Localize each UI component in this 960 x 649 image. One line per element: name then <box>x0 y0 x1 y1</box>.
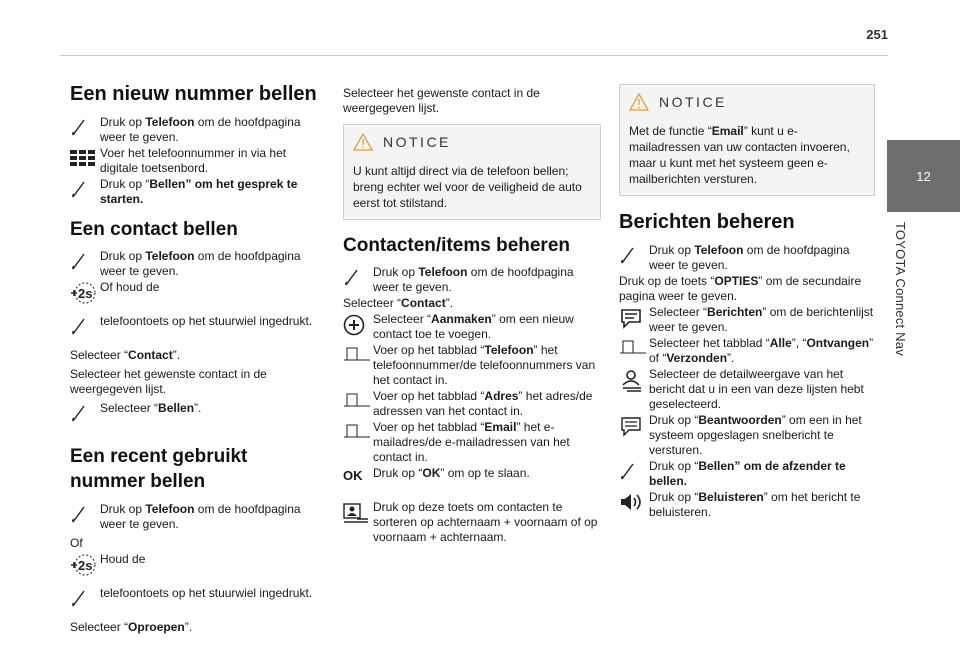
svg-text:2s: 2s <box>78 286 93 301</box>
notice-box <box>619 84 875 196</box>
sort-contacts-icon <box>343 500 373 530</box>
step: Druk op deze toets om contacten te sorteren op achternaam + voornaam of op voornaam + achternaam. <box>343 500 601 545</box>
ok-icon: OK <box>343 468 363 483</box>
notice-title: NOTICE <box>383 133 451 150</box>
warning-icon <box>629 93 649 111</box>
step: 2s Houd de <box>70 552 325 582</box>
page-number: 251 <box>866 27 888 42</box>
step: OK Druk op “OK” om op te slaan. <box>343 466 601 490</box>
step: Voer het telefoonnummer in via het digitale toetsenbord. <box>70 146 325 176</box>
heading-manage-messages: Berichten beheren <box>619 211 795 233</box>
heading-recent-number: Een recent gebruikt nummer bellen <box>70 446 248 492</box>
step: Druk op Telefoon om de hoofdpagina weer te geven. <box>619 243 875 273</box>
warning-icon <box>353 133 373 151</box>
step: Druk op Telefoon om de hoofdpagina weer te geven. <box>70 502 325 532</box>
step: Voer op het tabblad “Email” het e-mailadres/de e-mailadressen van het contact in. <box>343 420 601 465</box>
tap-icon <box>70 177 100 201</box>
tab-icon <box>343 343 373 367</box>
tap-icon <box>70 502 100 526</box>
step: Selecteer de detailweergave van het bericht dat u in een van deze lijsten hebt geselecteerd. <box>619 367 875 412</box>
step: Druk op “Beantwoorden” om een in het systeem opgeslagen snelbericht te versturen. <box>619 413 875 458</box>
step: telefoontoets op het stuurwiel ingedrukt. <box>70 314 325 338</box>
svg-text:2s: 2s <box>78 558 93 573</box>
notice-body: Met de functie “Email” kunt u e-mailadressen van uw contacten invoeren, maar u kunt met het systeem geen e-mailberichten versturen. <box>629 124 850 186</box>
step: Druk op “Bellen” om de afzender te bellen. <box>619 459 875 489</box>
hold-2s-icon <box>70 552 100 582</box>
tap-icon <box>70 586 100 610</box>
step: Voer op het tabblad “Adres” het adres/de adressen van het contact in. <box>343 389 601 419</box>
notice-box <box>343 124 601 220</box>
tap-icon <box>343 265 373 289</box>
message-detail-icon <box>619 367 649 391</box>
tab-icon <box>619 336 649 360</box>
tap-icon <box>619 243 649 267</box>
column-left: Een nieuw nummer bellen Druk op Telefoon om de hoofdpagina weer te geven. Voer het telefoonnummer in via het digitale toetsenbord. Druk op “Bellen” om het gesprek te starten. Een contact bellen Druk op Telefoon om de hoofdpagina weer te geven. 2s Of houd de telefoontoets op het stuurwiel ingedrukt. Selecteer “Contact”. Selecteer het gewenste contact in de weergegeven lijst. Selecteer “Bellen”. Een recent gebruikt nummer bellen Druk op Telefoon om de hoofdpagina weer te geven. Of 2s Houd de telefoontoets op het stuurwiel ingedrukt. Selecteer “Oproepen”. <box>70 82 325 636</box>
keypad-icon <box>70 146 100 170</box>
heading-manage-contacts: Contacten/items beheren <box>343 235 570 256</box>
add-icon <box>343 312 373 336</box>
notice-body: U kunt altijd direct via de telefoon bellen; breng echter wel voor de veiligheid de auto eerst tot stilstand. <box>353 164 582 210</box>
step: Selecteer “Berichten” om de berichtenlijst weer te geven. <box>619 305 875 335</box>
step: Selecteer “Bellen”. <box>70 401 325 425</box>
hold-2s-icon <box>70 280 100 310</box>
tap-icon <box>70 401 100 425</box>
messages-icon <box>619 305 649 329</box>
tap-icon <box>70 115 100 139</box>
heading-new-number: Een nieuw nummer bellen <box>70 83 317 105</box>
chapter-title: TOYOTA Connect Nav <box>893 222 908 356</box>
step: Druk op Telefoon om de hoofdpagina weer te geven. <box>70 249 325 279</box>
step: telefoontoets op het stuurwiel ingedrukt. <box>70 586 325 610</box>
step: Selecteer het tabblad “Alle”, “Ontvangen” of “Verzonden”. <box>619 336 875 366</box>
tap-icon <box>70 249 100 273</box>
column-middle: Selecteer het gewenste contact in de weergegeven lijst. NOTICE U kunt altijd direct via de telefoon bellen; breng echter wel voor de veiligheid de auto eerst tot stilstand. Contacten/items beheren Druk op Telefoon om de hoofdpagina weer te geven. Selecteer “Contact”. Selecteer “Aanmaken” om een nieuw contact toe te voegen. Voer op het tabblad “Telefoon” het telefoonnummer/de telefoonnummers van het contact in. Voer op het tabblad “Adres” het adres/de adressen van het contact in. Voer op het tabblad “Email” het e-mailadres/de e-mailadressen van het contact in. OK Druk op “OK” om op te slaan. Druk op deze toets om contacten te sorteren op achternaam + voornaam of op voornaam + achternaam. <box>343 86 601 546</box>
speaker-icon <box>619 490 649 514</box>
tap-icon <box>619 459 649 483</box>
step: 2s Of houd de <box>70 280 325 310</box>
chapter-tab: 12 <box>887 140 960 212</box>
tab-icon <box>343 389 373 413</box>
step: Druk op “Beluisteren” om het bericht te beluisteren. <box>619 490 875 520</box>
column-right: NOTICE Met de functie “Email” kunt u e-mailadressen van uw contacten invoeren, maar u kunt met het systeem geen e-mailberichten versturen. Berichten beheren Druk op Telefoon om de hoofdpagina weer te geven. Druk op de toets “OPTIES” om de secundaire pagina weer te geven. Selecteer “Berichten” om de berichtenlijst weer te geven. Selecteer het tabblad “Alle”, “Ontvangen” of “Verzonden”. Selecteer de detailweergave van het bericht dat u in een van deze lijsten hebt geselecteerd. Druk op “Beantwoorden” om een in het systeem opgeslagen snelbericht te versturen. Druk op “Bellen” om de afzender te bellen. Druk op “Beluisteren” om het bericht te beluisteren. <box>619 82 875 521</box>
step: Druk op Telefoon om de hoofdpagina weer te geven. <box>70 115 325 145</box>
heading-call-contact: Een contact bellen <box>70 219 238 240</box>
step: Selecteer “Aanmaken” om een nieuw contact toe te voegen. <box>343 312 601 342</box>
reply-icon <box>619 413 649 437</box>
step: Druk op Telefoon om de hoofdpagina weer te geven. <box>343 265 601 295</box>
tap-icon <box>70 314 100 338</box>
step: Druk op “Bellen” om het gesprek te starten. <box>70 177 325 207</box>
top-rule <box>60 55 888 56</box>
notice-title: NOTICE <box>659 93 727 110</box>
tab-icon <box>343 420 373 444</box>
step: Voer op het tabblad “Telefoon” het telefoonnummer/de telefoonnummers van het contact in. <box>343 343 601 388</box>
